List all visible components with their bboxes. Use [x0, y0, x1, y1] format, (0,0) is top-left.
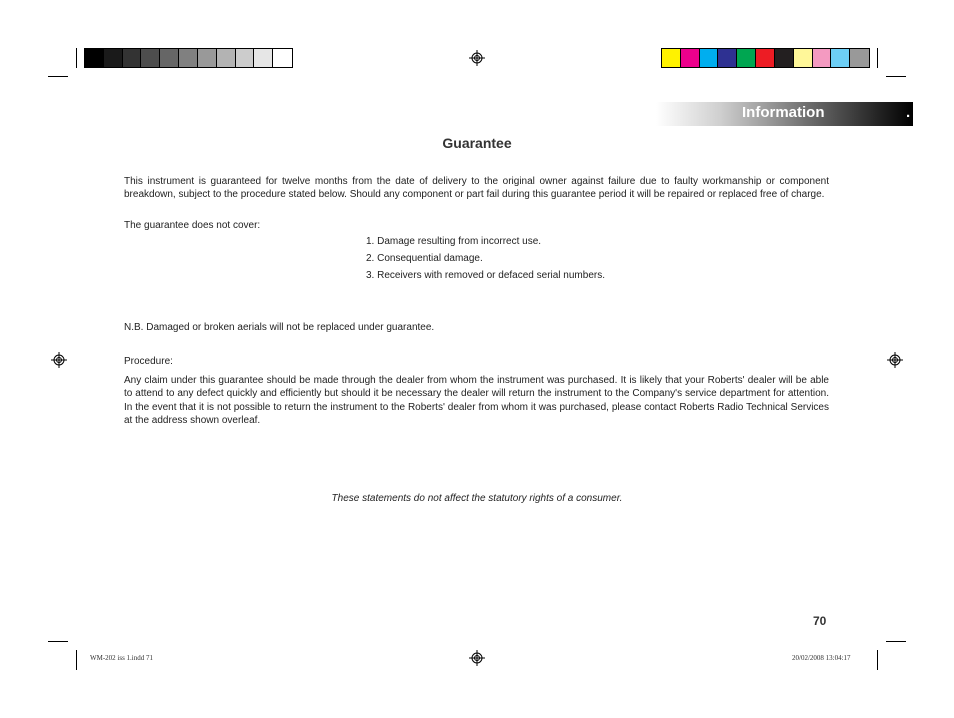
color-swatch: [718, 49, 737, 67]
crop-mark: [76, 48, 77, 68]
color-swatch: [850, 49, 869, 67]
crop-mark: [48, 76, 68, 77]
color-swatch: [700, 49, 719, 67]
color-swatch: [273, 49, 292, 67]
color-swatch: [104, 49, 123, 67]
color-swatch: [85, 49, 104, 67]
nb-note: N.B. Damaged or broken aerials will not be replaced under guarantee.: [124, 322, 435, 333]
color-swatch: [737, 49, 756, 67]
color-swatch: [141, 49, 160, 67]
not-cover-label: The guarantee does not cover:: [124, 220, 261, 231]
footer-file-info: WM-202 iss 1.indd 71: [90, 654, 153, 662]
list-item: 2. Consequential damage.: [366, 253, 483, 264]
guarantee-intro: This instrument is guaranteed for twelve months from the date of delivery to the original owner against failure due to faulty workmanship or component breakdown, subject to the procedure stated below. Should any component or part fail during this guarantee period it will be repaired or replaced free of charge.: [124, 176, 829, 201]
color-swatch: [254, 49, 273, 67]
color-swatch: [775, 49, 794, 67]
color-swatch: [198, 49, 217, 67]
crop-mark: [877, 48, 878, 68]
list-item: 1. Damage resulting from incorrect use.: [366, 236, 542, 247]
crop-mark: [48, 641, 68, 642]
page-number: 70: [813, 614, 827, 628]
color-swatch: [662, 49, 681, 67]
section-header-title: Information: [742, 104, 825, 121]
color-swatch: [179, 49, 198, 67]
color-swatch: [756, 49, 775, 67]
crop-mark: [886, 76, 906, 77]
procedure-text: Any claim under this guarantee should be made through the dealer from whom the instrument was purchased. It is likely that your Roberts' dealer will be able to attend to any defect quickly and efficiently but should it be necessary the dealer will return the instrument to the Company's service department for attention. In the event that it is not possible to return the instrument to the Roberts' dealer from whom it was purchased, please contact Roberts Radio Technical Services at the address shown overleaf.: [124, 375, 829, 427]
crop-mark: [877, 650, 878, 670]
grayscale-calibration-bar: [84, 48, 293, 68]
registration-mark-icon: [51, 352, 67, 368]
color-swatch: [236, 49, 255, 67]
color-swatch: [217, 49, 236, 67]
color-swatch: [813, 49, 832, 67]
color-swatch: [160, 49, 179, 67]
registration-mark-icon: [887, 352, 903, 368]
color-swatch: [831, 49, 850, 67]
section-header-dot: .: [906, 104, 911, 121]
crop-mark: [886, 641, 906, 642]
statutory-statement: These statements do not affect the statutory rights of a consumer.: [331, 493, 623, 504]
registration-mark-icon: [469, 50, 485, 66]
footer-timestamp: 20/02/2008 13:04:17: [792, 654, 851, 662]
color-calibration-bar: [661, 48, 870, 68]
procedure-label: Procedure:: [124, 356, 173, 367]
list-item: 3. Receivers with removed or defaced serial numbers.: [366, 270, 605, 281]
exclusion-list: [366, 236, 605, 287]
color-swatch: [123, 49, 142, 67]
page-title: Guarantee: [442, 135, 512, 151]
color-swatch: [794, 49, 813, 67]
color-swatch: [681, 49, 700, 67]
crop-mark: [76, 650, 77, 670]
registration-mark-icon: [469, 650, 485, 666]
